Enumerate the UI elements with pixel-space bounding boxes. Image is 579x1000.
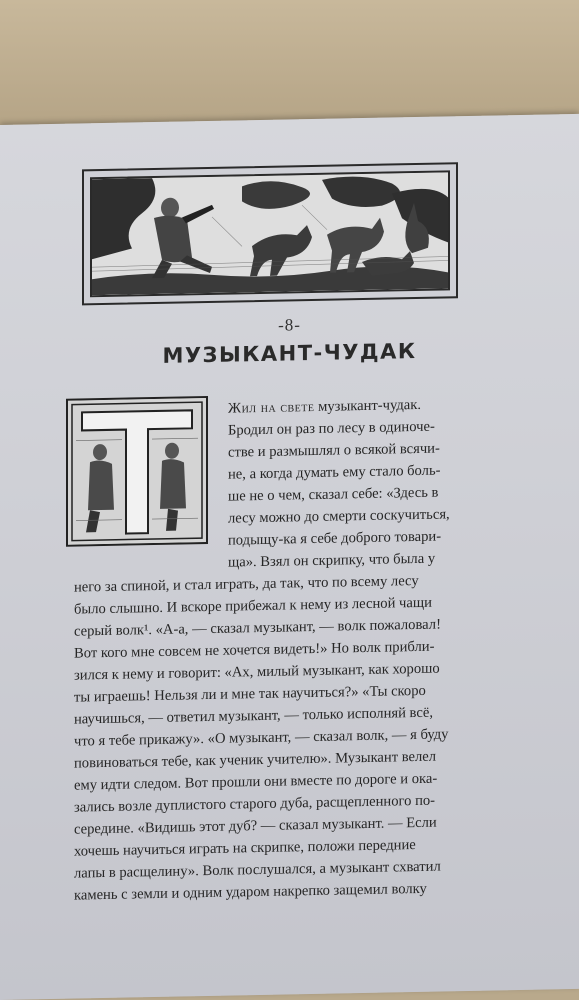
text-line: не, а когда думать ему стало боль- [228,462,441,483]
book-page [0,114,579,1000]
text-line: зались возле дуплистого старого дуба, расщепленного по- [74,792,436,816]
text-line-1: музыкант-чудак. [314,396,422,415]
text-line: Бродил он раз по лесу в одиноче- [228,418,435,439]
text-line: лесу можно до смерти соскучиться, [228,506,450,527]
text-line: серый волк¹. «А-а, — сказал музыкант, — волк пожаловал! [74,616,441,640]
text-line: середине. «Видишь этот дуб? — сказал музыкант. — Если [74,814,437,838]
story-text [0,114,579,1000]
text-line: что я тебе прикажу». «О музыкант, — сказал волк, — я буду [74,726,449,750]
text-line: зился к нему и говорит: «Ах, милый музыкант, как хорошо [74,660,440,684]
chapter-title: МУЗЫКАНТ-ЧУДАК [162,339,417,368]
page-number: -8- [278,315,301,335]
text-line: стве и размышлял о всякой всячи- [228,440,440,461]
text-line: ше не о чем, сказал себе: «Здесь в [228,484,439,505]
text-line: ща». Взял он скрипку, что была у [228,550,436,571]
text-line: Вот кого мне совсем не хочется видеть!» Но волк прибли- [74,638,435,662]
text-line: было слышно. И вскоре прибежал к нему из лесной чащи [74,594,432,618]
text-line: камень с земли и одним ударом накрепко защемил волку [74,880,427,904]
text-line: подыщу-ка я себе доброго товари- [228,528,442,549]
text-line: него за спиной, и стал играть, да так, что по всему лесу [74,572,419,596]
text-line: повиноваться тебе, как ученик учителю». Музыкант велел [74,748,437,772]
text-line [228,395,421,419]
text-line: лапы в расщелину». Волк послушался, а музыкант схватил [74,858,441,882]
text-line: ему идти следом. Вот прошли они вместе по дороге и ока- [74,770,438,794]
text-line: хочешь научиться играть на скрипке, положи передние [74,837,416,860]
text-line: научишься, — ответил музыкант, — только исполняй всё, [74,704,433,728]
text-line: ты играешь! Нельзя ли и мне так научиться?» «Ты скоро [74,682,426,706]
lead-in-smallcaps: Жил на свете [228,398,315,417]
